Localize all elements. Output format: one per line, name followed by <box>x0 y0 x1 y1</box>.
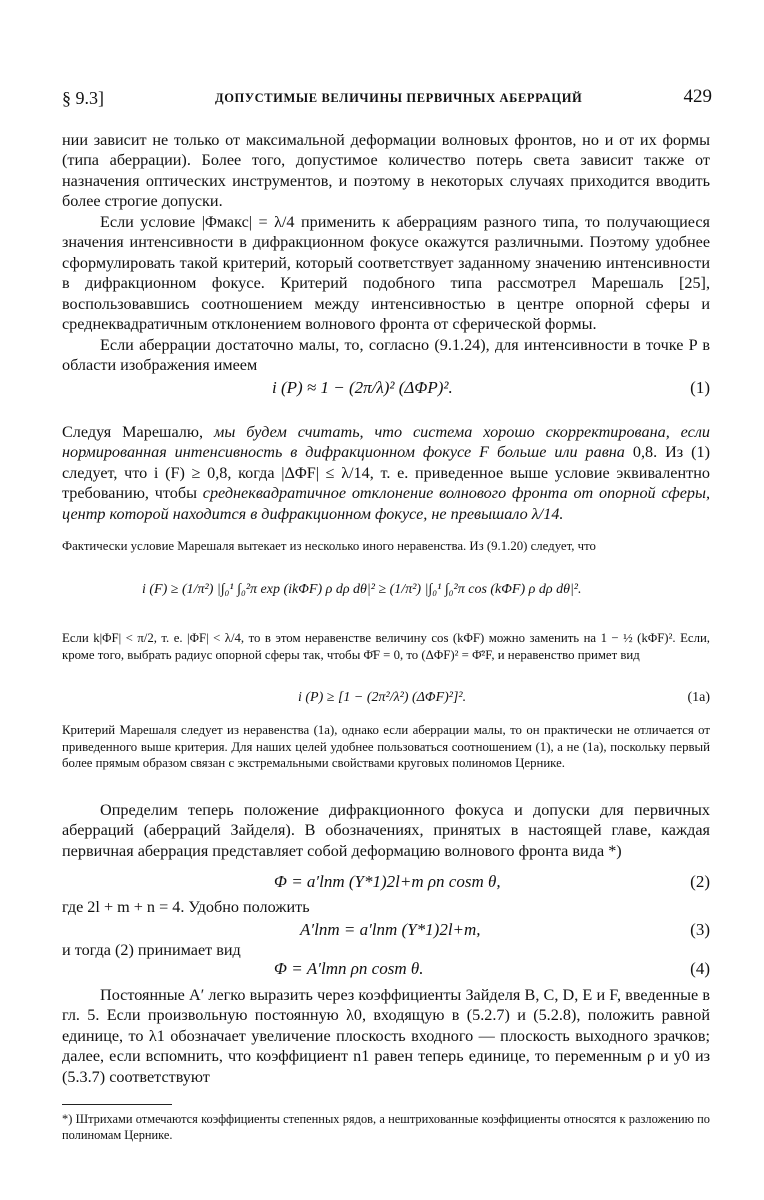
paragraph-8: Постоянные A′ легко выразить через коэффициенты Зайделя B, C, D, E и F, введенные в гл. 5. Если произвольную постоянную λ0, входящую в (5.2.7) и (5.2.8), положить равной единице, то λ1 обозначает увеличение плоскость входного — плоскость выходного зрачков; далее, если вспомнить, что коэффициент n1 равен теперь единице, то переменным ρ и y0 из (5.3.7) соответствуют <box>62 986 710 1086</box>
equation-1a-formula: i (P) ≥ [1 − (2π²/λ²) (ΔΦF)²]². <box>298 690 467 705</box>
paragraph-4-middle: 0,8. Из (1) следует, что i (F) ≥ 0,8, когда |ΔΦF| ≤ λ/14, т. е. приведенное выше условие эквивалентно требованию, чтобы <box>62 443 710 503</box>
paragraph-4-lead: Следуя Марешалю, <box>62 423 204 441</box>
paragraph-3: Если аберрации достаточно малы, то, согласно (9.1.24), для интенсивности в точке P в области изображения имеем <box>62 336 710 375</box>
equation-inequality-formula: i (F) ≥ (1/π²) |∫₀¹ ∫₀²π exp (ikΦF) ρ dρ dθ|² ≥ (1/π²) |∫₀¹ ∫₀²π cos (kΦF) ρ dρ dθ|². <box>142 582 582 597</box>
equation-1-formula: i (P) ≈ 1 − (2π/λ)² (ΔΦP)². <box>272 378 453 397</box>
equation-1a <box>62 690 710 722</box>
small-paragraph-2: Если k|ΦF| < π/2, т. е. |ΦF| < λ/4, то в этом неравенстве величину cos (kΦF) можно заменить на 1 − ½ (kΦF)². Если, кроме того, выбрать радиус опорной сферы так, чтобы Φ̄F = 0, то (ΔΦF)² = Φ̄²F, и неравенство примет вид <box>62 631 710 662</box>
equation-1-number: (1) <box>690 378 710 397</box>
small-paragraph-3: Критерий Марешаля следует из неравенства (1a), однако если аберрации малы, то он практически не отличается от приведенного выше критерия. Для наших целей удобнее пользоваться соотношением (1), а не (1a), поскольку первый более прямым образом связан с экстремальными свойствами круговых полиномов Цернике. <box>62 723 710 771</box>
equation-3-formula: A′lnm = a′lnm (Y*1)2l+m, <box>300 920 481 939</box>
paragraph-4-condition: среднеквадратичное отклонение волнового фронта от опорной сферы, центр которой находится в дифракционном фокусе, не превышало λ/14. <box>62 484 710 523</box>
equation-inequality <box>62 582 710 614</box>
footnote-divider <box>62 1104 172 1105</box>
equation-2-formula: Φ = a′lnm (Y*1)2l+m ρn cosm θ, <box>274 872 501 891</box>
running-header <box>62 88 712 112</box>
equation-4-number: (4) <box>690 959 710 978</box>
equation-3-number: (3) <box>690 920 710 939</box>
equation-2-number: (2) <box>690 872 710 891</box>
equation-1a-number: (1a) <box>687 690 710 705</box>
paragraph-4 <box>62 422 710 524</box>
paragraph-4-definition: мы будем считать, что система хорошо скорректирована, если нормированная интенсивность в дифракционном фокусе F больше или равна <box>62 423 710 462</box>
page-number: 429 <box>683 86 712 107</box>
paragraph-6: где 2l + m + n = 4. Удобно положить <box>62 898 310 916</box>
paragraph-5: Определим теперь положение дифракционного фокуса и допуски для первичных аберраций (аберраций Зайделя). В обозначениях, принятых в настоящей главе, каждая первичная аберрация представляет собой деформацию волнового фронта вида *) <box>62 801 710 860</box>
paragraph-7: и тогда (2) принимает вид <box>62 941 241 959</box>
equation-4-formula: Φ = A′lmn ρn cosm θ. <box>274 959 424 978</box>
small-paragraph-1: Фактически условие Марешаля вытекает из несколько иного неравенства. Из (9.1.20) следует, что <box>62 539 596 553</box>
section-number: § 9.3] <box>62 88 104 108</box>
paragraph-2: Если условие |Φмакс| = λ/4 применить к аберрациям разного типа, то получающиеся значения интенсивности в дифракционном фокусе окажутся различными. Поэтому удобнее сформулировать такой критерий, который соответствует заданному значению интенсивности в дифракционном фокусе. Критерий подобного типа рассмотрел Марешаль [25], воспользовавшись соотношением между интенсивностью в центре опорной сферы и среднеквадратичным отклонением волнового фронта от сферической формы. <box>62 213 710 334</box>
paragraph-1: нии зависит не только от максимальной деформации волновых фронтов, но и от их формы (типа аберрации). Более того, допустимое количество потерь света зависит также от назначения оптических инструментов, и поэтому в некоторых случаях приходится вводить более строгие допуски. <box>62 131 710 211</box>
footnote: *) Штрихами отмечаются коэффициенты степенных рядов, а нештрихованные коэффициенты относятся к разложению по полиномам Цернике. <box>62 1112 710 1142</box>
equation-1 <box>62 378 710 410</box>
chapter-title: ДОПУСТИМЫЕ ВЕЛИЧИНЫ ПЕРВИЧНЫХ АБЕРРАЦИЙ <box>215 91 583 105</box>
